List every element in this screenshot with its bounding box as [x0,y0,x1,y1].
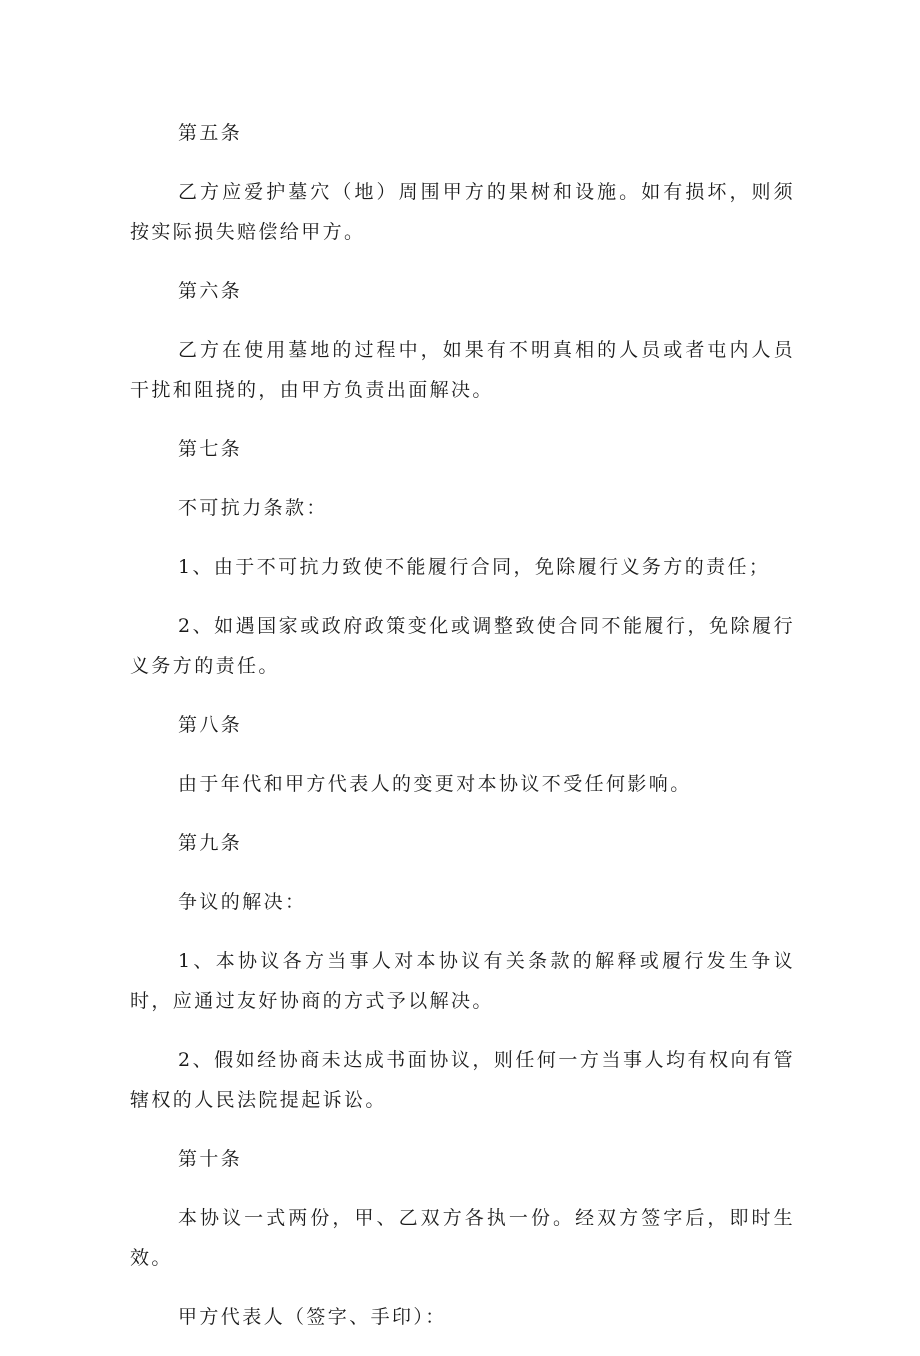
article-10-text: 本协议一式两份，甲、乙双方各执一份。经双方签字后，即时生效。 [130,1207,795,1269]
article-5-text: 乙方应爱护墓穴（地）周围甲方的果树和设施。如有损坏，则须按实际损失赔偿给甲方。 [130,181,795,243]
article-6-text: 乙方在使用墓地的过程中，如果有不明真相的人员或者屯内人员干扰和阻挠的，由甲方负责出面解决。 [130,339,795,401]
force-majeure-item-1: 1、由于不可抗力致使不能履行合同，免除履行义务方的责任； [178,556,771,578]
article-heading-9: 第九条 [178,832,243,854]
article-heading-5: 第五条 [178,122,243,144]
dispute-item-2: 2、假如经协商未达成书面协议，则任何一方当事人均有权向有管辖权的人民法院提起诉讼。 [130,1049,795,1111]
dispute-resolution-title: 争议的解决： [178,891,307,913]
article-heading-7: 第七条 [178,438,243,460]
dispute-item-1: 1、本协议各方当事人对本协议有关条款的解释或履行发生争议时，应通过友好协商的方式予以解决。 [130,950,795,1012]
force-majeure-title: 不可抗力条款： [178,497,328,519]
article-8-text: 由于年代和甲方代表人的变更对本协议不受任何影响。 [178,773,692,795]
document-body [130,113,795,1356]
party-a-signature-line: 甲方代表人（签字、手印）： [178,1306,447,1328]
article-heading-6: 第六条 [178,280,243,302]
article-heading-8: 第八条 [178,714,243,736]
article-heading-10: 第十条 [178,1148,243,1170]
force-majeure-item-2: 2、如遇国家或政府政策变化或调整致使合同不能履行，免除履行义务方的责任。 [130,615,795,677]
